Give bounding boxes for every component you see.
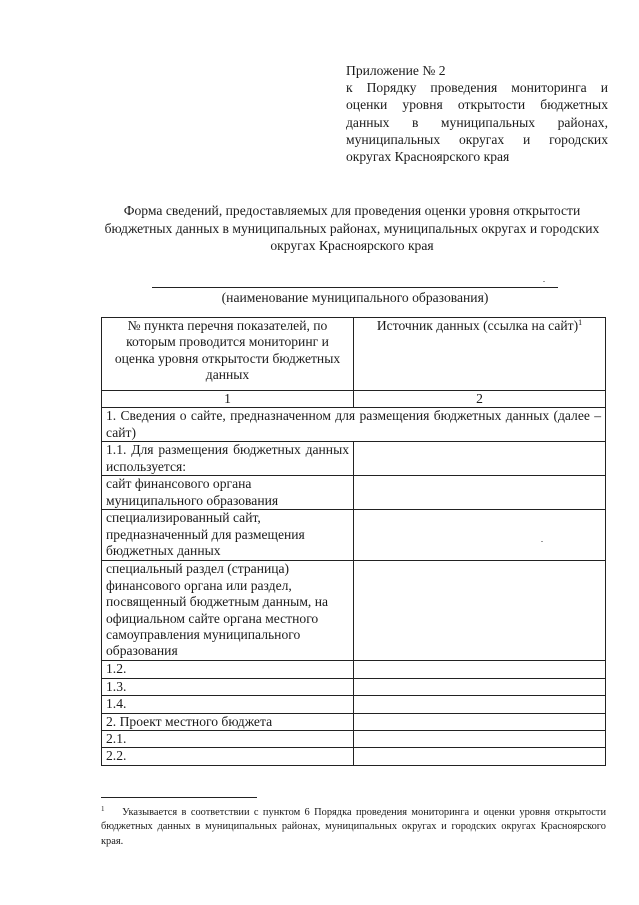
municipality-name-line <box>152 287 558 288</box>
table-row <box>102 510 606 561</box>
footnote-text: Указывается в соответствии с пунктом 6 Порядка проведения мониторинга и оценки уровня открытости бюджетных данных в муниципальных районах, муниципальных округах и городских округах Красноярского края. <box>101 807 606 847</box>
indicator-cell: сайт финансового органа муниципального образования <box>102 476 354 510</box>
header-source-cell <box>354 318 606 391</box>
header-indicator-label: № пункта перечня показателей, по которым проводится мониторинг и оценка уровня открытости бюджетных данных <box>114 318 341 383</box>
source-cell[interactable] <box>354 731 606 748</box>
indicator-cell: 2.2. <box>102 748 354 765</box>
indicator-cell: специальный раздел (страница) финансового органа или раздел, посвященный бюджетным данным, на официальном сайте органа местного самоуправления муниципального образования <box>102 561 354 661</box>
source-cell[interactable] <box>354 696 606 713</box>
scan-speck <box>543 281 545 282</box>
data-table <box>101 317 606 766</box>
table-row <box>102 748 606 765</box>
appendix-number: Приложение № 2 <box>346 63 446 78</box>
scan-speck <box>541 541 543 542</box>
footnote <box>101 806 606 849</box>
table-row <box>102 731 606 748</box>
source-cell[interactable] <box>354 561 606 661</box>
source-cell[interactable] <box>354 661 606 678</box>
column-number-row <box>102 391 606 408</box>
indicator-cell: 2.1. <box>102 731 354 748</box>
column-number-2: 2 <box>354 391 606 408</box>
table-header-row <box>102 318 606 391</box>
indicator-cell: 1.4. <box>102 696 354 713</box>
source-cell[interactable] <box>354 476 606 510</box>
column-number-1: 1 <box>102 391 354 408</box>
municipality-name-caption: (наименование муниципального образования) <box>221 290 489 305</box>
appendix-block <box>346 62 608 165</box>
source-cell[interactable] <box>354 442 606 476</box>
header-indicator-cell <box>102 318 354 391</box>
source-cell[interactable] <box>354 678 606 695</box>
indicator-cell: 2. Проект местного бюджета <box>102 713 354 730</box>
table-row <box>102 713 606 730</box>
indicator-cell: 1.3. <box>102 678 354 695</box>
footnote-separator <box>101 797 257 798</box>
table-row <box>102 661 606 678</box>
table-row <box>102 678 606 695</box>
source-cell[interactable] <box>354 748 606 765</box>
indicator-cell: специализированный сайт, предназначенный для размещения бюджетных данных <box>102 510 354 561</box>
indicator-cell: 1.2. <box>102 661 354 678</box>
indicator-cell: 1.1. Для размещения бюджетных данных используется: <box>102 442 354 476</box>
source-cell[interactable] <box>354 510 606 561</box>
table-row <box>102 476 606 510</box>
table-row <box>102 442 606 476</box>
table-row <box>102 408 606 442</box>
footnote-mark: 1 <box>101 805 105 813</box>
table-row <box>102 696 606 713</box>
footnote-ref: 1 <box>578 318 583 327</box>
table-row <box>102 561 606 661</box>
header-source-label: Источник данных (ссылка на сайт) <box>376 318 579 333</box>
source-cell[interactable] <box>354 713 606 730</box>
form-title: Форма сведений, предоставляемых для проведения оценки уровня открытости бюджетных данных в муниципальных районах, муниципальных округах и городских округах Красноярского края <box>104 203 600 254</box>
section-heading-cell: 1. Сведения о сайте, предназначенном для размещения бюджетных данных (далее – сайт) <box>102 408 606 442</box>
appendix-text: к Порядку проведения мониторинга и оценки уровня открытости бюджетных данных в муниципальных районах, муниципальных округах и городских округах Красноярского края <box>346 80 608 165</box>
